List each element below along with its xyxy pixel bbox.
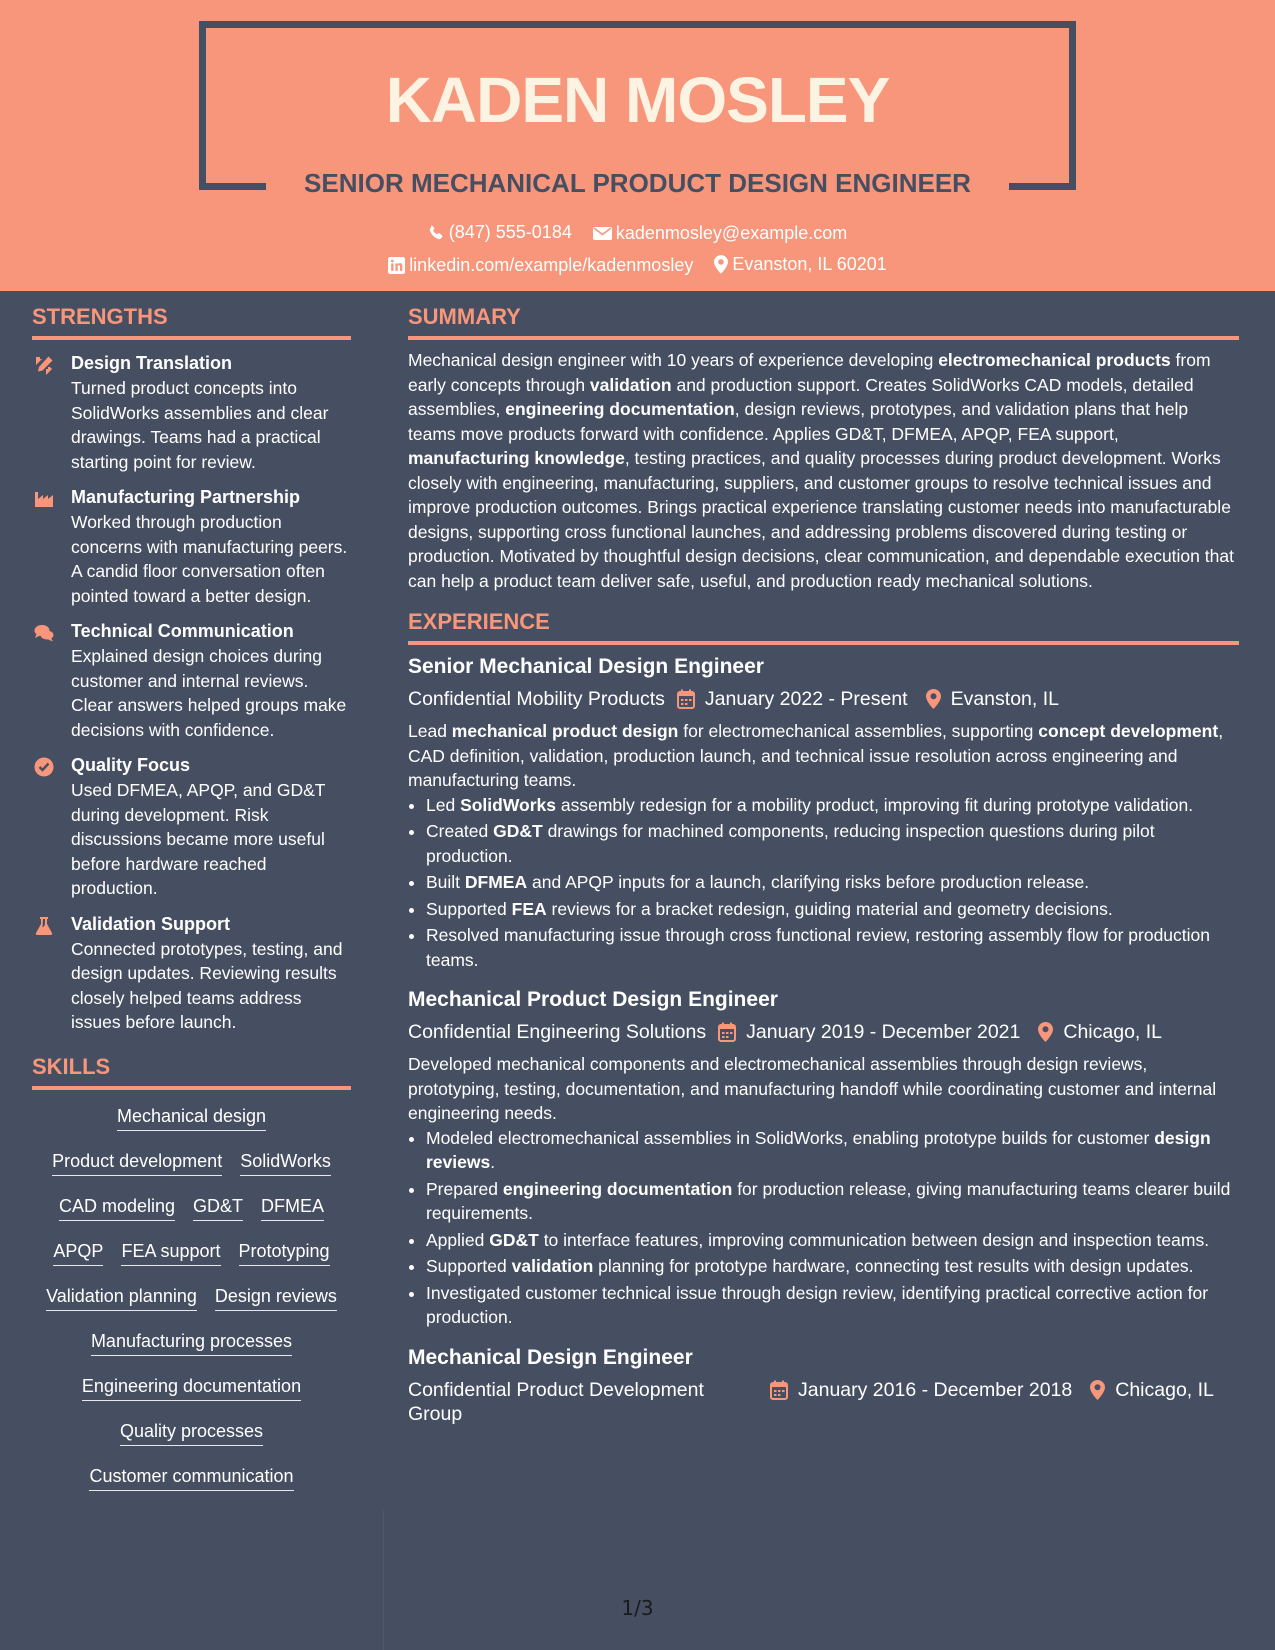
calendar-icon	[718, 1022, 736, 1042]
job-dates-text: January 2016 - December 2018	[798, 1378, 1073, 1401]
strengths-heading: STRENGTHS	[32, 303, 351, 340]
bullet-item: • Resolved manufacturing issue through cross functional review, restoring assembly flow for production teams.	[426, 923, 1239, 972]
email-contact[interactable]	[593, 221, 847, 245]
job-title: Mechanical Design Engineer	[408, 1345, 693, 1369]
bullet-item: • Created GD&T drawings for machined components, reducing inspection questions during pilot production.	[426, 819, 1239, 868]
skill-tag: Customer communication	[89, 1464, 293, 1491]
skill-tag: Engineering documentation	[82, 1374, 301, 1401]
skill-tag: GD&T	[193, 1194, 243, 1221]
skills-list	[32, 1104, 351, 1509]
job-description: Developed mechanical components and electromechanical assemblies through design reviews, prototyping, testing, documentation, and manufacturing handoff while coordinating customer and internal engineering needs.	[408, 1054, 1217, 1123]
strength-title: Technical Communication	[71, 621, 294, 641]
job-meta	[408, 687, 1239, 711]
skills-heading: SKILLS	[32, 1053, 351, 1090]
strength-title: Validation Support	[71, 913, 231, 934]
company-name: Confidential Engineering Solutions	[408, 1021, 707, 1043]
job-dates	[718, 1020, 1020, 1044]
strength-description: Used DFMEA, APQP, and GD&T during development. Risk discussions became more useful before hardware reached production.	[71, 780, 326, 898]
map-marker-icon	[926, 689, 941, 709]
job-description: Lead mechanical product design for electromechanical assemblies, supporting concept development, CAD definition, validation, production launch, and technical issue resolution across engineering and manufacturing teams.	[408, 721, 1224, 790]
job-entry	[408, 986, 1239, 1330]
job-title: Senior Mechanical Design Engineer	[408, 655, 764, 678]
strength-description: Connected prototypes, testing, and design updates. Reviewing results closely helped teams address issues before launch.	[71, 938, 343, 1032]
job-location-text: Chicago, IL	[1115, 1378, 1214, 1401]
skill-row	[32, 1104, 351, 1149]
calendar-icon	[677, 689, 695, 709]
skill-tag: Mechanical design	[117, 1104, 266, 1131]
strength-title: Design Translation	[71, 353, 233, 373]
bullet-item: • Prepared engineering documentation for production release, giving manufacturing teams clearer build requirements.	[426, 1177, 1239, 1226]
company-name: Confidential Mobility Products	[408, 688, 665, 710]
experience-heading: EXPERIENCE	[408, 608, 1239, 645]
skill-row	[32, 1329, 351, 1374]
skill-tag: Product development	[52, 1149, 222, 1176]
envelope-icon	[593, 226, 612, 241]
bullet-item: • Supported FEA reviews for a bracket redesign, guiding material and geometry decisions.	[426, 897, 1239, 922]
skill-tag: SolidWorks	[240, 1149, 331, 1176]
skill-row	[32, 1149, 351, 1194]
bullet-item: • Modeled electromechanical assemblies in SolidWorks, enabling prototype builds for customer design reviews.	[426, 1126, 1239, 1175]
skill-row	[32, 1374, 351, 1419]
skill-row	[32, 1239, 351, 1284]
industry-icon	[34, 489, 54, 509]
job-location-text: Chicago, IL	[1063, 1021, 1163, 1043]
job-entry	[408, 1344, 1239, 1426]
location-contact	[714, 252, 886, 276]
phone-icon	[428, 224, 445, 241]
job-title-heading: SENIOR MECHANICAL PRODUCT DESIGN ENGINEER	[304, 168, 971, 198]
job-dates-text: January 2022 - Present	[704, 688, 908, 710]
strength-description: Worked through production concerns with manufacturing peers. A candid floor conversation often pointed toward a better design.	[71, 512, 348, 606]
contact-row-2	[0, 252, 1275, 280]
job-meta	[408, 1020, 1239, 1044]
job-location	[926, 687, 1059, 711]
resume-header	[0, 0, 1275, 291]
calendar-icon	[770, 1380, 788, 1400]
job-bullets	[408, 1126, 1239, 1330]
strength-item	[32, 486, 351, 608]
map-marker-icon	[1038, 1022, 1053, 1042]
skill-tag: Prototyping	[239, 1239, 330, 1266]
bullet-item: • Applied GD&T to interface features, improving communication between design and inspection teams.	[426, 1228, 1239, 1253]
skill-tag: APQP	[53, 1239, 103, 1266]
job-location	[1038, 1020, 1162, 1044]
job-dates-text: January 2019 - December 2021	[746, 1021, 1021, 1043]
strength-description: Explained design choices during customer and internal reviews. Clear answers helped groups make decisions with confidence.	[71, 646, 347, 740]
summary-text: Mechanical design engineer with 10 years of experience developing electromechanical products from early concepts through validation and production support. Creates SolidWorks CAD models, detailed assemblies, engineering documentation, design reviews, prototypes, and validation plans that help teams move products forward with confidence. Applies GD&T, DFMEA, APQP, FEA support, manufacturing knowledge, testing practices, and quality processes during product development. Works closely with engineering, manufacturing, suppliers, and customer groups to resolve technical issues and improve production outcomes. Brings practical experience translating customer needs into manufacturable designs, supporting cross functional launches, and addressing problems discovered during testing or production. Motivated by thoughtful design decisions, clear communication, and dependable execution that can help a product team deliver safe, useful, and production ready mechanical solutions.	[408, 350, 1234, 591]
job-location-text: Evanston, IL	[950, 688, 1059, 710]
left-column	[32, 303, 351, 1509]
linkedin-contact[interactable]	[388, 253, 693, 277]
skill-row	[32, 1419, 351, 1464]
strength-title: Manufacturing Partnership	[71, 487, 301, 507]
linkedin-text: linkedin.com/example/kadenmosley	[409, 255, 694, 275]
skill-tag: Manufacturing processes	[91, 1329, 292, 1356]
strength-item	[32, 754, 351, 901]
map-marker-icon	[714, 255, 728, 274]
phone-contact[interactable]	[428, 220, 572, 244]
job-dates	[677, 687, 908, 711]
job-title: Mechanical Product Design Engineer	[408, 988, 778, 1011]
pencil-ruler-icon	[34, 355, 54, 375]
skill-row	[32, 1194, 351, 1239]
skill-tag: DFMEA	[261, 1194, 324, 1221]
flask-icon	[34, 916, 54, 936]
strength-item	[32, 620, 351, 742]
location-text: Evanston, IL 60201	[732, 254, 887, 274]
bullet-item: • Investigated customer technical issue through design review, identifying practical corrective action for production.	[426, 1281, 1239, 1330]
job-dates	[770, 1378, 1072, 1402]
skill-tag: Quality processes	[120, 1419, 263, 1446]
skill-tag: Validation planning	[46, 1284, 197, 1311]
check-circle-icon	[34, 757, 54, 777]
company-name: Confidential Product Development Group	[408, 1378, 704, 1425]
job-entry	[408, 653, 1239, 972]
skill-row	[32, 1284, 351, 1329]
page-number: 1/3	[621, 1596, 654, 1620]
linkedin-icon	[388, 257, 405, 274]
summary-heading: SUMMARY	[408, 303, 1239, 340]
job-bullets	[408, 793, 1239, 973]
job-location	[1090, 1378, 1214, 1402]
bullet-item: • Built DFMEA and APQP inputs for a launch, clarifying risks before production release.	[426, 870, 1239, 895]
bullet-item: • Led SolidWorks assembly redesign for a mobility product, improving fit during prototype validation.	[426, 793, 1239, 818]
contact-row-1	[0, 220, 1275, 247]
skill-row	[32, 1464, 351, 1509]
strength-description: Turned product concepts into SolidWorks assemblies and clear drawings. Teams had a practical starting point for review.	[71, 378, 329, 472]
strength-item	[32, 913, 351, 1035]
strength-item	[32, 352, 351, 474]
strength-title: Quality Focus	[71, 755, 191, 775]
right-column	[408, 303, 1239, 1426]
candidate-name: KADEN MOSLEY	[385, 64, 890, 136]
phone-text: (847) 555-0184	[448, 222, 572, 242]
skill-tag: FEA support	[121, 1239, 220, 1266]
bullet-item: • Supported validation planning for prototype hardware, connecting test results with design updates.	[426, 1254, 1239, 1279]
email-text: kadenmosley@example.com	[615, 223, 848, 243]
skill-tag: Design reviews	[215, 1284, 337, 1311]
job-meta	[408, 1378, 1239, 1426]
skill-tag: CAD modeling	[59, 1194, 175, 1221]
comments-icon	[34, 623, 54, 643]
map-marker-icon	[1090, 1380, 1105, 1400]
